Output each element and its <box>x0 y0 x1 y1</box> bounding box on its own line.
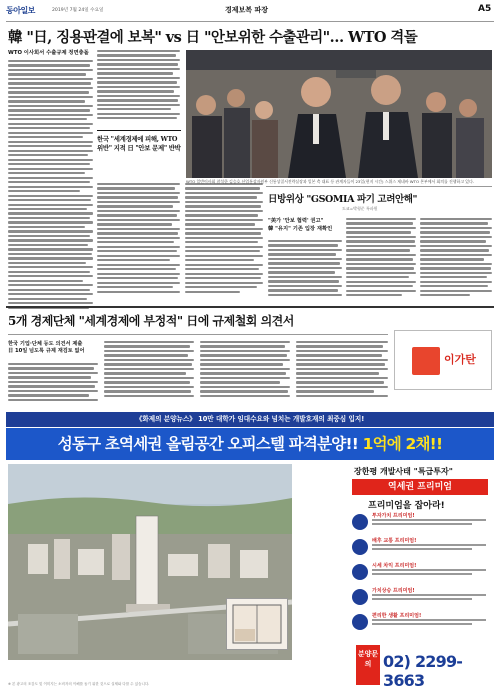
ad-benefit-4 <box>352 587 490 609</box>
newspaper-logo: 동아일보 <box>6 5 35 15</box>
article3-subhead-1: 한국 기업·단체 등도 의견서 제출 <box>8 341 83 347</box>
ad-floor-plan <box>226 598 288 650</box>
divider <box>8 334 388 335</box>
benefit-icon <box>352 514 368 530</box>
section-title: 경제보복 파장 <box>225 6 269 14</box>
article3-col-1 <box>8 363 98 403</box>
ad-right-line-1: 장한평 개발사태 "특급투자" <box>354 467 453 476</box>
small-advertisement[interactable] <box>394 330 492 390</box>
ad-brand-name: 이가탄 <box>444 353 476 366</box>
ad-right-line-3: 프리미엄을 잡아라! <box>368 501 445 511</box>
ad-headline-highlight: 1억에 2채!! <box>362 435 443 453</box>
page-number: A5 <box>478 4 492 14</box>
article3-headline: 5개 경제단체 "세계경제에 부정적" 日에 규제철회 의견서 <box>8 314 294 328</box>
issue-date: 2019년 7월 24일 수요일 <box>52 8 104 13</box>
ad-right-banner: 역세권 프리미엄 <box>352 479 488 495</box>
photo-caption: WTO 일반이사회 참석한 김승호 산업통상자원부 신통상질서전략실장과 일본 측 대표 등 관계자들이 23일(현지 시간) 스위스 제네바 WTO 본부에서 회의를 진행하고 있다. <box>186 179 475 184</box>
main-article-col-1 <box>8 50 93 311</box>
ad-phone-number[interactable]: 02) 2299-3663 <box>383 652 463 690</box>
article2-col-3 <box>420 218 492 299</box>
article2-subheads <box>268 218 342 233</box>
article-kicker: WTO 이사회서 수출규제 정면충돌 <box>8 50 89 56</box>
ad-footer-note: ※ 본 광고의 조감도 및 이미지는 소비자의 이해를 돕기 위한 것으로 실제와 다를 수 있습니다. <box>8 682 150 686</box>
ad-benefit-3 <box>352 562 490 584</box>
benefit-title: 투자가치 프리미엄! <box>372 513 415 519</box>
article2-byline: 도쿄=박형준 특파원 <box>342 206 378 211</box>
article3-subheads <box>8 341 98 355</box>
benefit-title: 가치상승 프리미엄! <box>372 588 415 594</box>
news-photo-wto-meeting <box>186 50 492 178</box>
ad-headline-main: 성동구 초역세권 올림공간 오피스텔 파격분양!! <box>57 435 358 453</box>
ad-brand-logo <box>412 347 440 375</box>
benefit-icon <box>352 539 368 555</box>
benefit-title: 편리한 생활 프리미엄! <box>372 613 422 619</box>
ad-benefit-5 <box>352 612 490 634</box>
ad-headline <box>6 428 494 460</box>
article3-col-3 <box>200 341 290 399</box>
article2-col-1 <box>268 240 342 298</box>
side-highlight-headline: 한국 "세계경제에 피해, WTO 위반" 지적 日 "안보 문제" 반박 <box>97 135 181 152</box>
article3-col-4 <box>296 341 388 399</box>
main-headline: 韓 "日, 징용판결에 보복" vs 日 "안보위한 수출관리"… WTO 격돌 <box>8 29 418 46</box>
article2-subhead-2: 韓 "유지" 기존 입장 재확인 <box>268 225 333 232</box>
main-article-col-2b <box>97 183 180 295</box>
main-article-col-2 <box>97 50 180 122</box>
article2-subhead-1: "美가 '안보 협력' 권고" <box>268 218 324 224</box>
ad-benefit-1 <box>352 512 490 534</box>
benefit-title: 배후 교통 프리미엄! <box>372 538 417 544</box>
benefit-icon <box>352 589 368 605</box>
article3-col-2 <box>104 341 194 399</box>
benefit-icon <box>352 564 368 580</box>
article3-subhead-2: 日 10일 넘도록 규제 재검토 없어 <box>8 348 85 355</box>
ad-contact-badge: 분양문의 <box>356 645 380 685</box>
side-highlight-box <box>97 130 181 153</box>
main-article-col-3 <box>185 183 263 295</box>
benefit-icon <box>352 614 368 630</box>
section-divider <box>6 306 494 308</box>
ad-benefit-2 <box>352 537 490 559</box>
article2-col-2 <box>346 218 416 299</box>
article2-headline: 日방위상 "GSOMIA 파기 고려안해" <box>268 194 418 205</box>
benefit-title: 시세 차익 프리미엄! <box>372 563 417 569</box>
divider <box>266 186 492 187</box>
ad-top-banner: 《화제의 분양뉴스》 10만 대학가 임대수요와 넘치는 개발호재의 최중심 입지! <box>6 412 494 427</box>
